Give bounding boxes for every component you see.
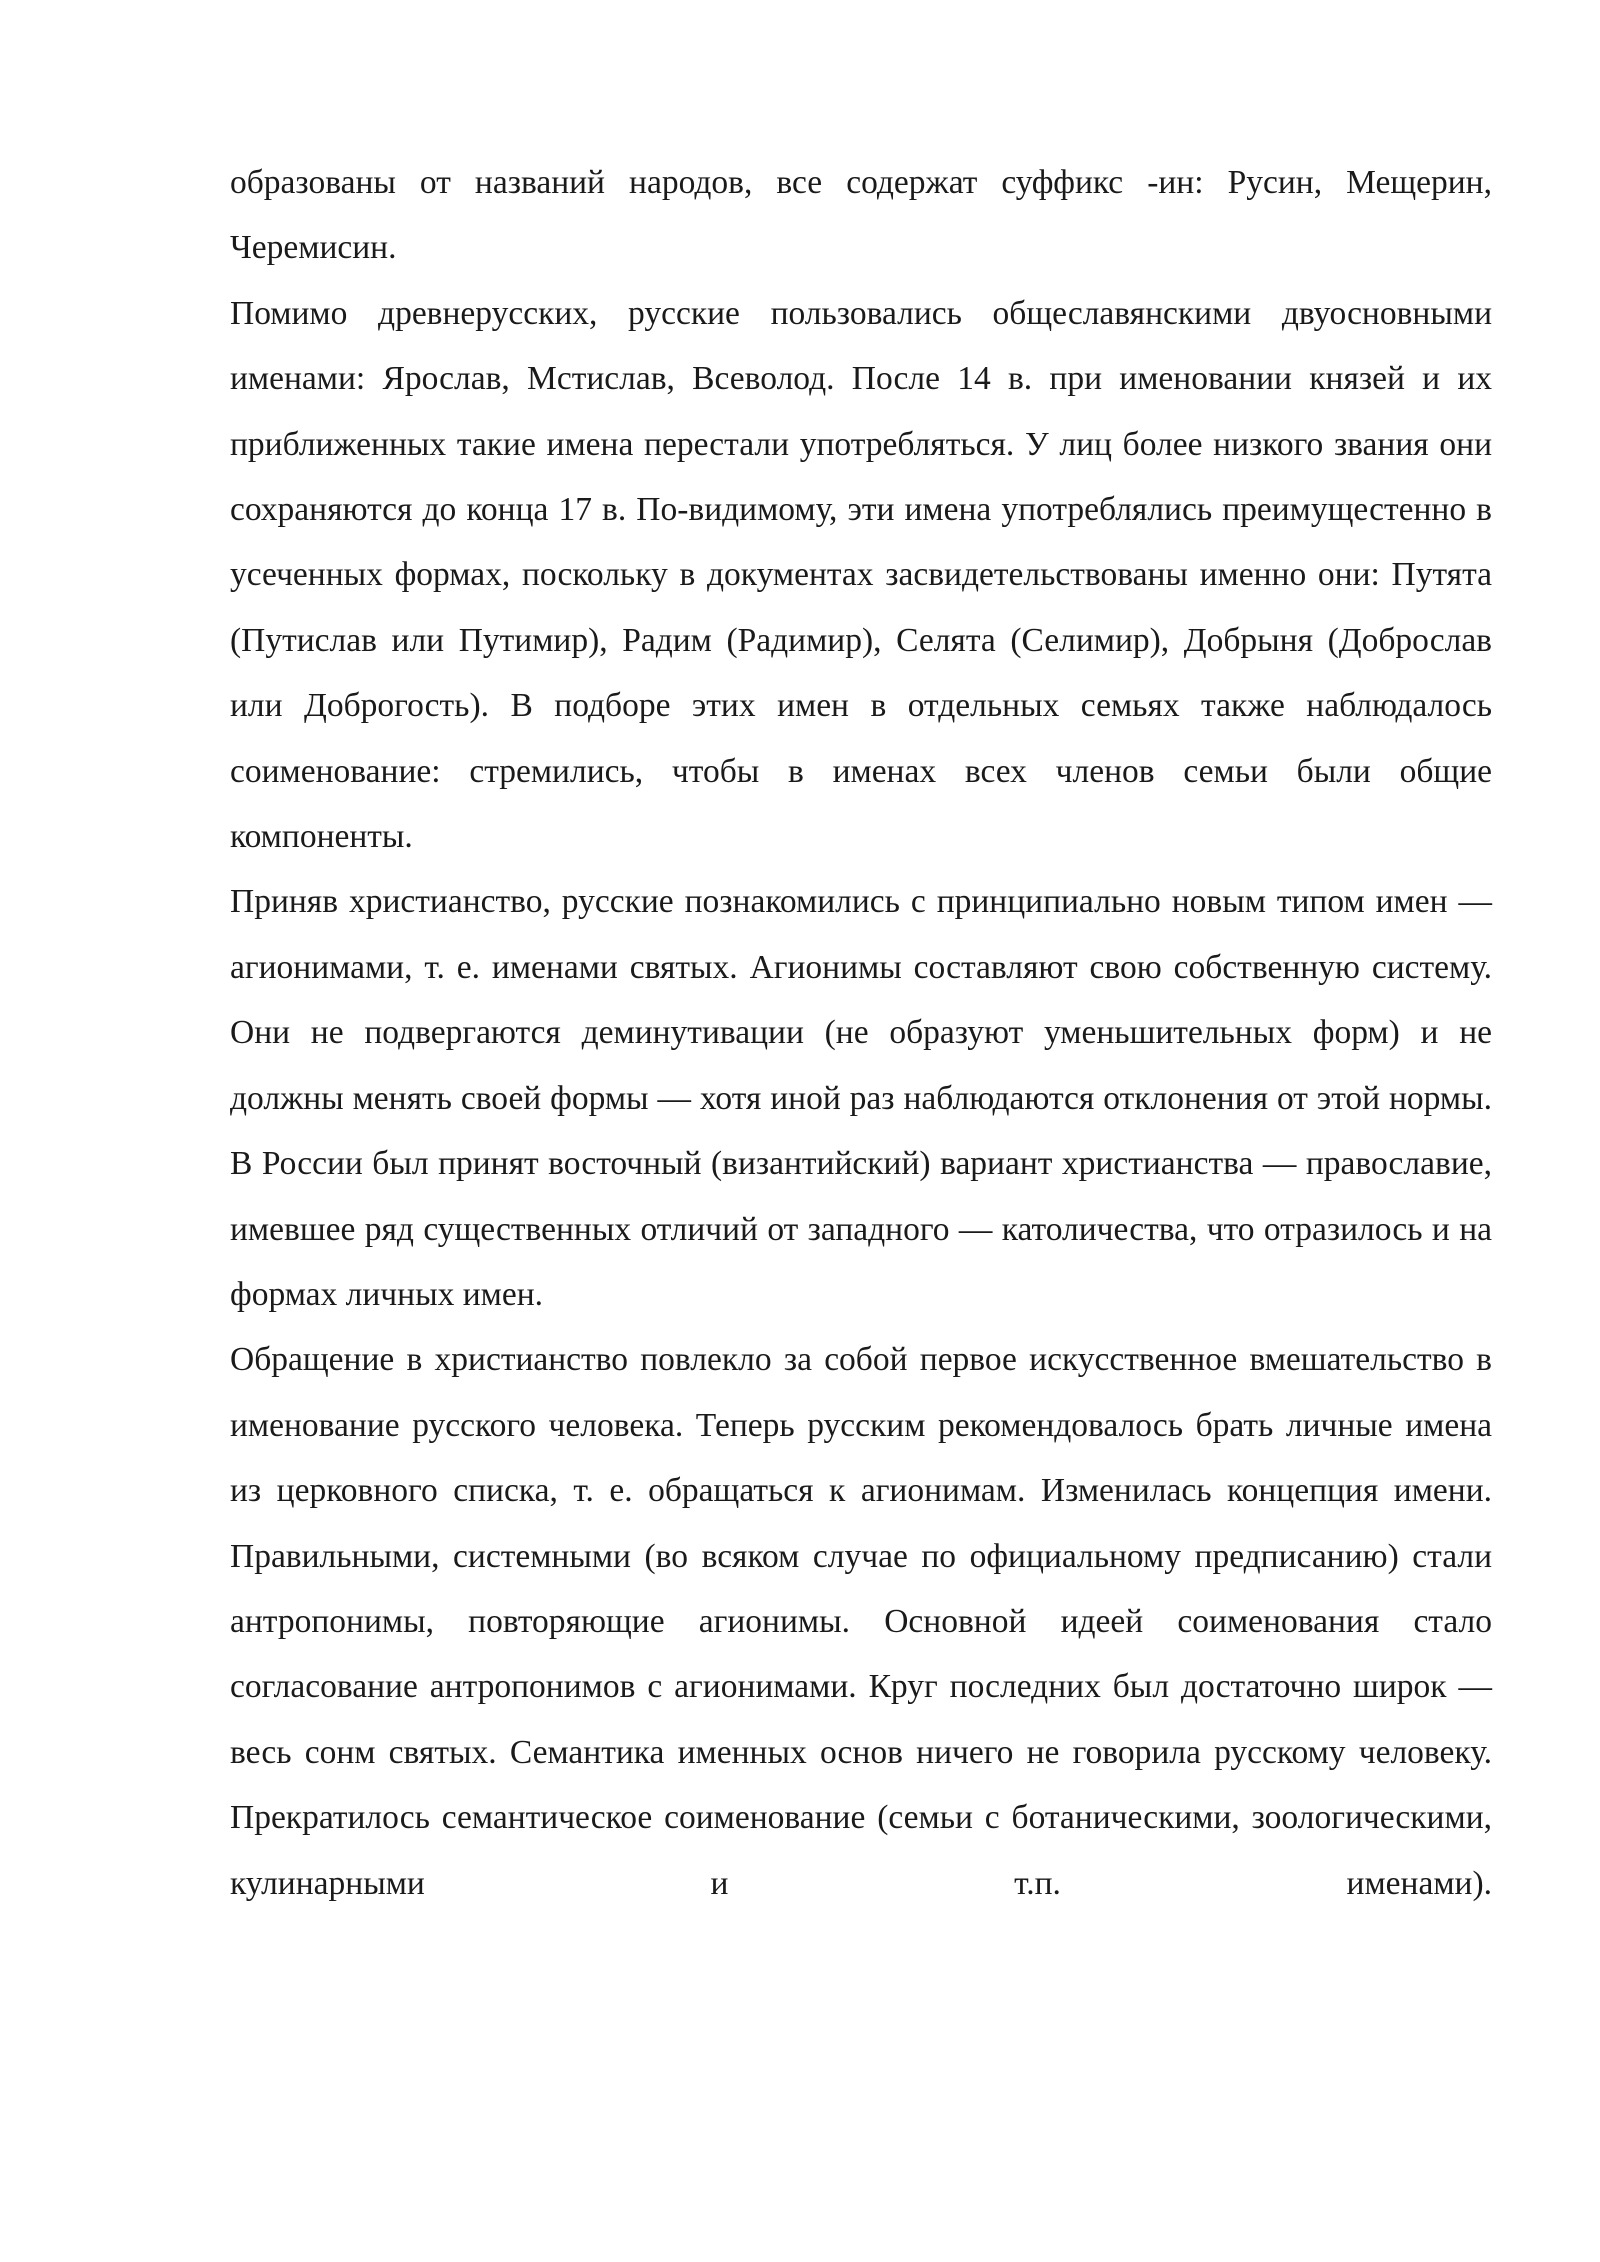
paragraph-4: Обращение в христианство повлекло за собой первое искусственное вмешательство в именование русского человека. Теперь русским рекомендовалось брать личные имена из церковного списка, т. е. обращаться к агионимам. Изменилась концепция имени. Правильными, системными (во всяком случае по официальному предписанию) стали антропонимы, повторяющие агионимы. Основной идеей соименования стало согласование антропонимов с агионимами. Круг последних был достаточно широк — весь сонм святых. Семантика именных основ ничего не говорила русскому человеку. Прекратилось семантическое соименование (семьи с ботаническими, зоологическими, кулинарными и т.п. именами). bbox=[230, 1341, 1492, 1902]
paragraph-1: образованы от названий народов, все содержат суффикс -ин: Русин, Мещерин, Черемисин. bbox=[230, 164, 1492, 267]
paragraph-3: Приняв христианство, русские познакомились с принципиально новым типом имен — агионимами, т. е. именами святых. Агионимы составляют свою собственную систему. Они не подвергаются деминутивации (не образуют уменьшительных форм) и не должны менять своей формы — хотя иной раз наблюдаются отклонения от этой нормы. В России был принят восточный (византийский) вариант христианства — православие, имевшее ряд существенных отличий от западного — католичества, что отразилось и на формах личных имен. bbox=[230, 883, 1492, 1313]
document-body bbox=[230, 150, 1492, 1916]
paragraph-2: Помимо древнерусских, русские пользовались общеславянскими двуосновными именами: Ярослав, Мстислав, Всеволод. После 14 в. при именовании князей и их приближенных такие имена перестали употребляться. У лиц более низкого звания они сохраняются до конца 17 в. По-видимому, эти имена употреблялись преимущестенно в усеченных формах, поскольку в документах засвидетельствованы именно они: Путята (Путислав или Путимир), Радим (Радимир), Селята (Селимир), Добрыня (Доброслав или Доброгость). В подборе этих имен в отдельных семьях также наблюдалось соименование: стремились, чтобы в именах всех членов семьи были общие компоненты. bbox=[230, 294, 1492, 856]
